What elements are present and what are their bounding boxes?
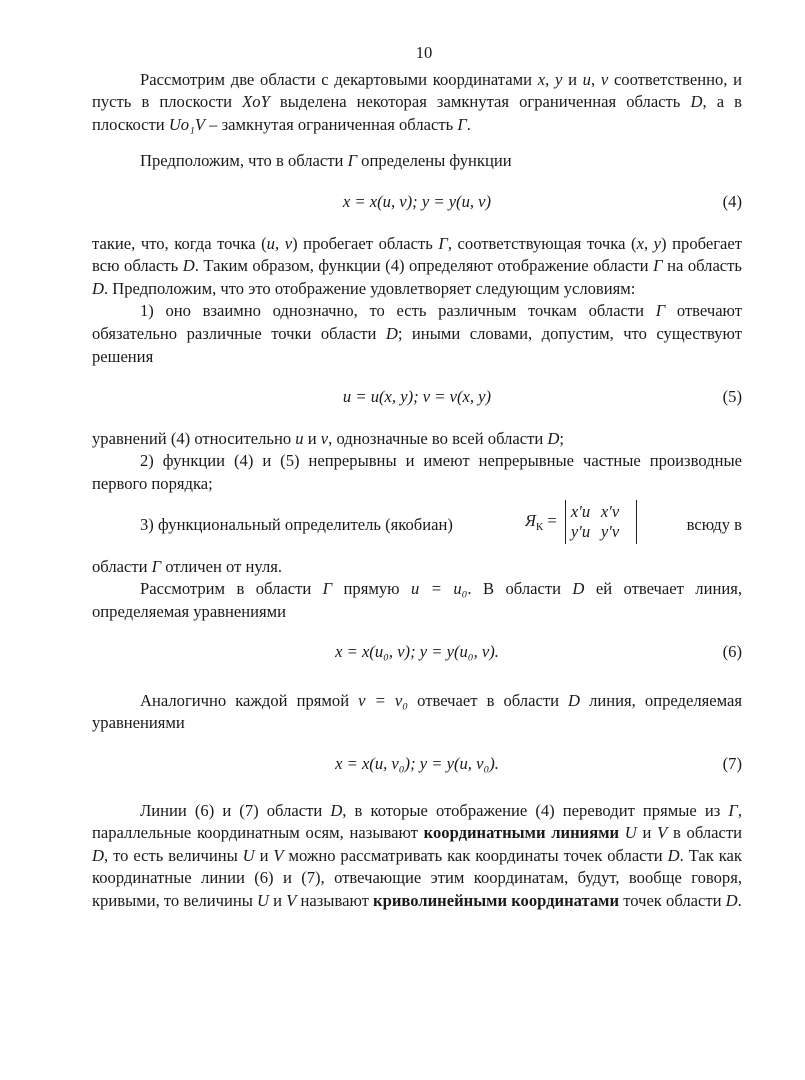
jacobian-formula: $Я_К = x'u$ x′v y′u y′v [525,500,637,544]
equation-7-number: (7) [722,754,742,774]
paragraph-9: Рассмотрим в области Γ прямую u = u₀. В области D ей отвечает линия, определяемая уравнениями [92,579,742,621]
paragraph-10: Аналогично каждой прямой v = v₀ отвечает в области D линия, определяемая уравнениями [92,690,742,733]
paragraph-3: такие, что, когда точка (u, v) пробегает область Γ, соответствующая точка (x, y) пробегает всю область D. Таким образом, функции (4) определяют отображение области Γ на область D. Предположим, что это отображение удовлетворяет следующим условиям: [92,233,743,298]
equation-6-body: x = x(u₀, v); y = y(u₀, v). [335,642,499,662]
page-number: 10 [415,43,433,62]
equation-4 [92,191,742,214]
equation-5-number: (5) [722,387,742,407]
term-curvilinear-coordinates: криволинейными координатами [373,891,620,911]
paragraph-5: уравнений (4) относительно u и v, однозначные во всей области D; [92,428,565,448]
equation-7-body: x = x(u, v₀); y = y(u, v₀). [335,754,499,774]
equation-7 [92,753,742,776]
paragraph-2: Предположим, что в области Γ определены функции [140,151,512,171]
equation-6 [92,641,742,664]
term-coordinate-lines: координатными линиями [423,823,620,843]
equation-5-body: u = u(x, y); v = v(x, y) [342,387,492,407]
equation-6-number: (6) [722,642,742,662]
equation-4-number: (4) [722,191,742,211]
equation-5 [92,386,742,409]
paragraph-11: Линии (6) и (7) области D, в которые отображение (4) переводит прямые из Γ, параллельные координатным осям, называют координатными линиями U и V в области D, то есть величины U и V можно рассматривать как координаты точек области D. Так как координатные линии (6) и (7), отвечающие этим координатам, будут, вообще говоря, кривыми, то величины U и V называют криволинейными координатами точек области D. [92,800,742,911]
paragraph-4: 1) оно взаимно однозначно, то есть различным точкам области Γ отвечают обязательно различные точки области D; иными словами, допустим, что существуют решения [92,301,742,366]
paragraph-8: области Γ отличен от нуля. [92,556,283,576]
paragraph-1: Рассмотрим две области с декартовыми координатами x, y и u, v соответственно, и пусть в плоскости XoY выделена некоторая замкнутая ограниченная область D, а в плоскости Uo₁V – замкнутая ограниченная область Γ. [92,69,743,134]
jacobian-text: 3) функциональный определитель (якобиан) [140,514,453,534]
equation-4-body: x = x(u, v); y = y(u, v) [342,191,492,211]
jacobian-line [92,500,742,554]
paragraph-6: 2) функции (4) и (5) непрерывны и имеют непрерывные частные производные первого порядка; [92,451,742,493]
jacobian-tail: всюду в [686,514,742,534]
jacobian-determinant: x′u x′v y′u y′v [565,500,637,544]
